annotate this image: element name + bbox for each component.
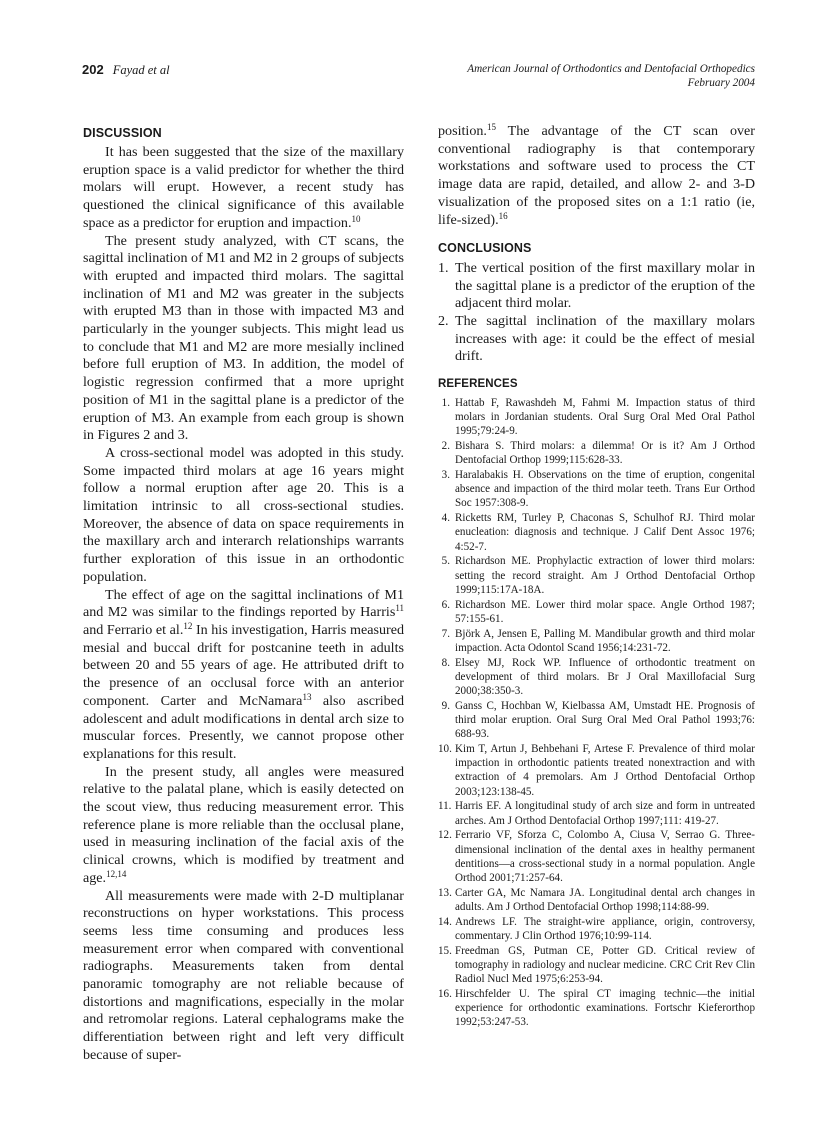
discussion-paragraph-1 [83, 144, 404, 233]
reference-text: Kim T, Artun J, Behbehani F, Artese F. Prevalence of third molar impaction in orthodontic patients treated nonextraction and with extraction of 4 premolars. Am J Orthod Dentofacial Orthop 2003;123:138-45. [455, 743, 755, 798]
citation: 12,14 [106, 868, 127, 879]
reference-text: Richardson ME. Lower third molar space. Angle Orthod 1987; 57:155-61. [455, 598, 755, 625]
reference-item [438, 627, 755, 655]
reference-item [438, 799, 755, 827]
reference-number: 7. [441, 627, 450, 640]
reference-item [438, 468, 755, 511]
left-column [83, 123, 404, 1065]
reference-item [438, 915, 755, 943]
reference-text: Elsey MJ, Rock WP. Influence of orthodontic treatment on development of third molars. Br J Oral Maxillofacial Surg 2000;38:350-3. [455, 656, 755, 697]
reference-text: Ferrario VF, Sforza C, Colombo A, Ciusa V, Serrao G. Three-dimensional inclination of the dental axes in healthy permanent dentitions—a cross-sectional study in a normal population. Angle Orthod 2001;71:257-64. [455, 829, 755, 885]
item-text: The vertical position of the first maxillary molar in the sagittal plane is a predictor of the eruption of the adjacent third molar. [455, 260, 755, 312]
references-heading: REFERENCES [438, 377, 518, 390]
paragraph-text: In his investigation, Harris measured mesial and buccal drift for postcanine teeth in adults between 20 and 55 years of age. He attributed drift to the presence of an occlusal force with an anterior component. Carter and McNamara [83, 621, 405, 709]
reference-number: 2. [441, 439, 450, 452]
reference-item [438, 554, 755, 597]
item-number: 1. [438, 260, 449, 277]
paragraph-text: The advantage of the CT scan over conventional radiography is that contemporary workstations and software used to process the CT image data are rapid, detailed, and allow 2- and 3-D visualization of the proposed sites on a 1:1 ratio (ie, life-sized). [438, 123, 755, 228]
running-head-left [82, 62, 170, 78]
reference-number: 9. [441, 699, 450, 712]
citation: 10 [351, 213, 361, 224]
reference-item [438, 742, 755, 799]
reference-text: Hirschfelder U. The spiral CT imaging technic—the initial experience for orthodontic examinations. Fortschr Kieferorthop 1992;53:247-53. [455, 988, 755, 1029]
reference-text: Ganss C, Hochban W, Kielbassa AM, Umstadt HE. Prognosis of third molar eruption. Oral Surg Oral Med Oral Pathol 1993;76: 688-93. [455, 699, 755, 741]
discussion-paragraph-5 [83, 764, 404, 888]
reference-item [438, 511, 755, 554]
reference-item [438, 699, 755, 742]
reference-number: 8. [441, 656, 450, 669]
reference-text: Andrews LF. The straight-wire appliance, origin, controversy, commentary. J Clin Orthod 1976;10:99-114. [455, 915, 755, 943]
conclusions-section [438, 241, 755, 366]
reference-number: 4. [441, 512, 450, 525]
reference-text: Richardson ME. Prophylactic extraction of lower third molars: setting the record straight. Am J Orthod Dentofacial Orthop 1999;115:17A-18A. [455, 555, 755, 596]
reference-text: Hattab F, Rawashdeh M, Fahmi M. Impaction status of third molars in Jordanian students. Oral Surg Oral Med Oral Pathol 1995;79:24-9. [455, 396, 755, 438]
reference-number: 3. [441, 468, 450, 481]
reference-text: Freedman GS, Putman CE, Potter GD. Critical review of tomography in radiology and nuclear medicine. CRC Crit Rev Clin Radiol Nucl Med 1975;6:253-94. [455, 944, 755, 986]
reference-number: 13. [438, 886, 452, 899]
running-head [82, 62, 755, 96]
citation: 12 [183, 620, 193, 631]
reference-text: Haralabakis H. Observations on the time of eruption, congenital absence and impaction of the third molar teeth. Trans Eur Orthod Soc 1957:308-9. [455, 468, 755, 510]
conclusions-list [438, 260, 755, 366]
discussion-paragraph-6: All measurements were made with 2-D multiplanar reconstructions on hyper workstations. This process seems less time consuming and produces less measurement error when compared with conventional radiographs. Measurements taken from dental panoramic tomography are not reliable because of distortions and magnifications, especially in the molar and retromolar regions. Lateral cephalograms make the differentiation between right and left very difficult because of super- [83, 887, 404, 1063]
conclusion-item [438, 260, 755, 313]
item-text: The sagittal inclination of the maxillary molars increases with age: it could be the effect of mesial drift. [455, 313, 755, 365]
discussion-paragraph-4 [83, 587, 404, 764]
discussion-paragraph-3: A cross-sectional model was adopted in this study. Some impacted third molars at age 16 years might follow a normal eruption after age 20. This is a limitation intrinsic to all cross-sectional studies. Moreover, the absence of data on space requirements in the maxillary arch and interarch relationships warrants further exploration of this issue in an orthodontic population. [83, 444, 404, 585]
discussion-heading: DISCUSSION [83, 126, 162, 140]
citation: 16 [498, 210, 508, 221]
item-number: 2. [438, 313, 449, 329]
reference-number: 1. [441, 396, 450, 409]
paragraph-text: position. [438, 123, 487, 139]
discussion-paragraph-6-continued [438, 123, 755, 229]
paragraph-text: and Ferrario et al. [83, 621, 184, 638]
running-head-right [467, 63, 755, 90]
journal-title: American Journal of Orthodontics and Dentofacial Orthopedics [467, 63, 755, 75]
reference-item [438, 944, 755, 987]
reference-item [438, 656, 755, 699]
citation: 13 [302, 691, 312, 702]
reference-item [438, 439, 755, 467]
reference-item [438, 396, 755, 439]
reference-number: 5. [441, 555, 450, 568]
page-number: 202 [82, 62, 104, 77]
reference-text: Björk A, Jensen E, Palling M. Mandibular growth and third molar impaction. Acta Odontol Scand 1956;14:231-72. [455, 627, 755, 654]
paragraph-text: The effect of age on the sagittal inclinations of M1 and M2 was similar to the findings reported by Harris [83, 586, 404, 621]
reference-number: 12. [438, 829, 452, 842]
reference-number: 11. [438, 800, 452, 813]
references-section [438, 378, 755, 1030]
reference-item [438, 987, 755, 1030]
paragraph-text: also ascribed adolescent and adult modifications in dental arch size to muscular forces. Presently, we cannot propose other explanations for this result. [83, 692, 404, 762]
conclusion-item [438, 313, 755, 366]
references-list [438, 396, 755, 1030]
paragraph-text: It has been suggested that the size of the maxillary eruption space is a valid predictor for whether the third molars will erupt. However, a recent study has questioned the clinical significance of this available space as a predictor for eruption and impaction. [83, 144, 404, 231]
reference-number: 16. [438, 988, 452, 1001]
reference-text: Harris EF. A longitudinal study of arch size and form in untreated arches. Am J Orthod Dentofacial Orthop 1997;111: 419-27. [455, 800, 755, 827]
conclusions-heading: CONCLUSIONS [438, 241, 532, 256]
reference-text: Carter GA, Mc Namara JA. Longitudinal dental arch changes in adults. Am J Orthod Dentofacial Orthop 1998;114:88-99. [455, 886, 755, 914]
citation: 15 [486, 122, 496, 132]
reference-item [438, 886, 755, 914]
citation: 11 [395, 603, 404, 614]
reference-text: Ricketts RM, Turley P, Chaconas S, Schulhof RJ. Third molar enucleation: diagnosis and technique. J Calif Dent Assoc 1976; 4:52-7. [455, 512, 755, 553]
reference-item [438, 828, 755, 885]
reference-item [438, 598, 755, 626]
right-column [438, 123, 755, 1030]
reference-text: Bishara S. Third molars: a dilemma! Or is it? Am J Orthod Dentofacial Orthop 1999;115:628-33. [455, 439, 755, 467]
paragraph-text: In the present study, all angles were measured relative to the palatal plane, which is easily detected on the scout view, thus reducing measurement error. This reference plane is more reliable than the occlusal plane, used in measuring inclination of the facial axis of the clinical crowns, which is modified by treatment and age. [83, 763, 404, 886]
reference-number: 15. [438, 944, 452, 957]
discussion-paragraph-2: The present study analyzed, with CT scans, the sagittal inclination of M1 and M2 in 2 groups of subjects with erupted and impacted third molars. The sagittal inclination of M1 and M2 was greater in the subjects with erupted M3 than in those with impacted M3 and particularly in the younger subjects. This might lead us to conclude that M1 and M2 are more mesially inclined before full eruption of M3. In addition, the model of logistic regression confirmed that a more upright position of M1 in the sagittal plane is a predictor of the eruption of M3. An example from each group is shown in Figures 2 and 3. [83, 232, 404, 444]
reference-number: 14. [438, 915, 452, 928]
reference-number: 6. [441, 598, 450, 611]
running-author: Fayad et al [112, 63, 170, 77]
issue-date: February 2004 [687, 76, 755, 89]
reference-number: 10. [438, 743, 452, 755]
